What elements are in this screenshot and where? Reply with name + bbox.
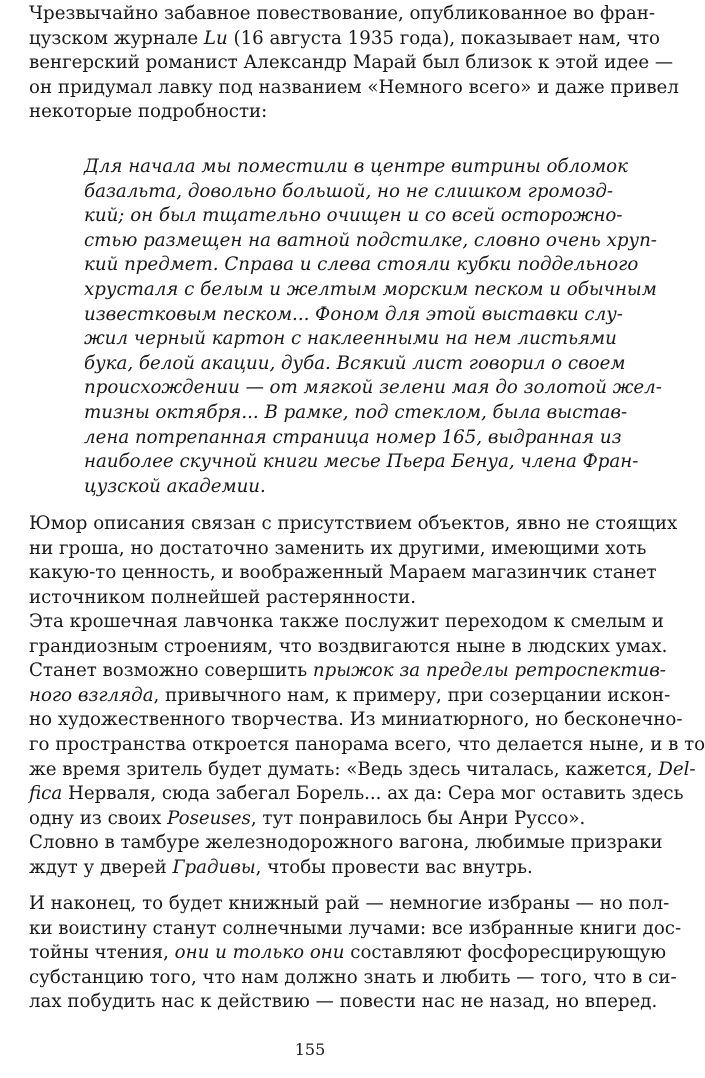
text-line: венгерский романист Александр Марай был близок к этой идее — [29, 52, 674, 74]
text-line: Станет возможно совершить прыжок за пределы ретроспектив- [29, 660, 666, 682]
text-line: Словно в тамбуре железнодорожного вагона, любимые призраки [29, 832, 663, 853]
text-line: лах побудить нас к действию — повести нас не назад, но вперед. [29, 991, 658, 1013]
quote-line: стью размещен на ватной подстилке, словно очень хруп- [84, 229, 657, 251]
text-line: он придумал лавку под названием «Немного всего» и даже привел [29, 76, 679, 98]
text-line: И наконец, то будет книжный рай — немногие избраны — но пол- [29, 893, 670, 914]
paragraph-humor [5, 512, 678, 610]
paragraph-book-paradise [5, 892, 682, 1015]
block-quote [62, 155, 662, 499]
text-line: одну из своих Poseuses, тут понравилось бы Анри Руссо». [29, 807, 586, 829]
text-line: ни гроша, но достаточно заменить их другими, имеющими хоть [29, 537, 647, 559]
quote-line: лена потрепанная страница номер 165, выдранная из [84, 426, 622, 448]
text-line: какую-то ценность, и воображенный Мараем магазинчик станет [29, 562, 657, 584]
paragraph-shop [5, 610, 705, 831]
quote-line: базальта, довольно большой, но не слишком громозд- [84, 180, 614, 202]
quote-line: хрусталя с белым и желтым морским песком и обычным [84, 278, 657, 300]
quote-line: жил черный картон с наклеенными на нем листьями [84, 328, 617, 350]
quote-line: происхождении — от мягкой зелени мая до золотой жел- [84, 377, 662, 399]
text-line: го пространства откроется панорама всего, что делается ныне, и в то [29, 733, 705, 755]
quote-line: бука, белой акации, дуба. Всякий лист говорил о своем [84, 352, 626, 374]
text-line: Юмор описания связан с присутствием объектов, явно не стоящих [29, 513, 678, 534]
text-line: но художественного творчества. Из миниатюрного, но бесконечно- [29, 709, 683, 731]
quote-line: известковым песком... Фоном для этой выставки слу- [84, 303, 623, 325]
quote-line: Для начала мы поместили в центре витрины обломок [84, 156, 628, 177]
text-line: источником полнейшей растерянности. [29, 586, 416, 608]
text-line: цузском журнале Lu (16 августа 1935 года), показывает нам, что [29, 27, 660, 49]
quote-line: наиболее скучной книги месье Пьера Бенуа, члена Фран- [84, 451, 639, 473]
text-line: ждут у дверей Градивы, чтобы провести вас внутрь. [29, 856, 533, 878]
quote-line: тизны октября... В рамке, под стеклом, была выстав- [84, 401, 628, 423]
page-number: 155 [294, 1040, 326, 1059]
text-line: Чрезвычайно забавное повествование, опубликованное во фран- [29, 3, 656, 24]
paragraph-gradiva [5, 831, 663, 880]
text-line: ки воистину станут солнечными лучами: все избранные книги дос- [29, 917, 682, 939]
text-line: тойны чтения, они и только они составляют фосфоресцирующую [29, 942, 667, 964]
quote-line: кий предмет. Справа и слева стояли кубки поддельного [84, 254, 639, 276]
quote-line: цузской академии. [84, 475, 266, 497]
journal-title: Lu [203, 27, 228, 49]
text-line: Эта крошечная лавчонка также послужит переходом к смелым и [29, 611, 664, 632]
text-line: грандиозным строениям, что воздвигаются ныне в людских умах. [29, 635, 668, 657]
text-line: субстанцию того, что нам должно знать и любить — того, что в си- [29, 966, 677, 988]
text-line: некоторые подробности: [29, 101, 268, 123]
text-line: ного взгляда, привычного нам, к примеру, при созерцании искон- [29, 684, 671, 706]
text-line: fica Нерваля, сюда забегал Борель... ах да: Сера мог оставить здесь [29, 783, 684, 805]
quote-line: кий; он был тщательно очищен и со всей осторожно- [84, 205, 623, 227]
paragraph-intro [5, 2, 679, 125]
text-line: же время зритель будет думать: «Ведь здесь читалась, кажется, Del- [29, 758, 696, 780]
